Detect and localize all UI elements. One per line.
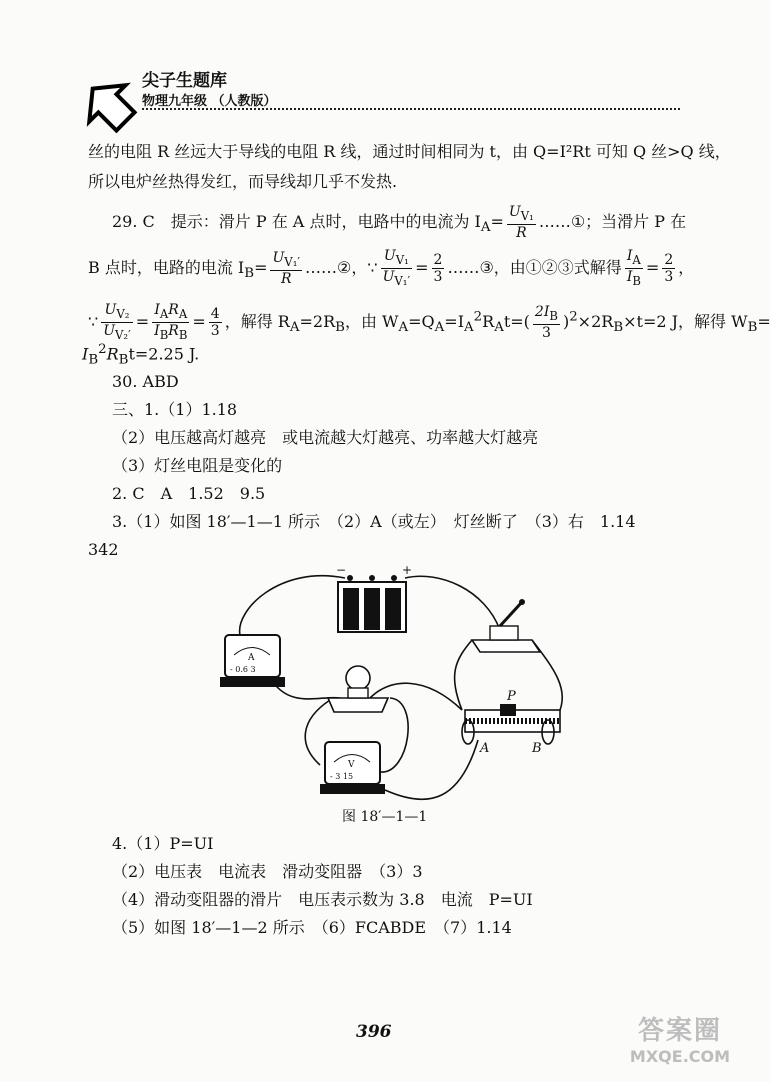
section-3-q1: 三、1.（1）1.18 — [112, 400, 238, 419]
wire — [405, 576, 500, 630]
section-3-q4-part5: （5）如图 18′—1—2 所示 （6）FCABDE （7）1.14 — [112, 918, 512, 937]
book-title: 尖子生题库 — [142, 71, 227, 91]
rheostat-b-label: B — [532, 741, 542, 756]
battery-minus-label: − — [336, 563, 347, 577]
switch-icon — [472, 599, 540, 652]
rheostat-p-label: P — [507, 689, 516, 704]
arrow-logo-icon — [70, 70, 140, 140]
section-3-q4-part2: （2）电压表 电流表 滑动变阻器 （3）3 — [112, 862, 423, 881]
watermark-text-top: 答案圈 — [637, 1016, 722, 1046]
wire — [385, 740, 478, 799]
text-line-3: 29. C 提示：滑片 P 在 A 点时，电路中的电流为 $I_A=$ $\frac{U_{V_1}}{R}$ ……①；当滑片 P 在 — [112, 204, 687, 241]
wire — [380, 698, 408, 772]
section-3-q4-part4: （4）滑动变阻器的滑片 电压表示数为 3.8 电流 P=UI — [112, 890, 533, 909]
answer-30: 30. ABD — [112, 372, 179, 391]
section-3-q3: 3.（1）如图 18′—1—1 所示 （2）A（或左） 灯丝断了 （3）右 1.14 — [112, 512, 636, 531]
voltmeter-label: V — [348, 760, 355, 770]
section-3-q1-part2: （2）电压越高灯越亮 或电流越大灯越亮、功率越大灯越亮 — [112, 428, 539, 447]
battery-icon — [336, 563, 412, 632]
circuit-diagram — [210, 560, 580, 810]
battery-plus-label: + — [402, 563, 413, 577]
text-line-6: $I_B^2R_Bt=2.25$ J. — [82, 342, 200, 368]
figure-caption: 图 18′—1—1 — [342, 809, 428, 825]
text-line-5: ∵ $\frac{U_{V_2}}{U_{V_2'}}$ = $\frac{I_AR_A}{I_BR_B}$ = $\frac{4}{3}$ ，解得 $R_A=2R_B$，由 $W_A=Q_A=I_A^2R_At=$( $\frac{2I_B}{3}$ )$^2\times 2R_B\times t=2$ J，解得 $W_B=$ — [88, 302, 771, 342]
wire — [455, 640, 472, 710]
ammeter-label: A — [248, 653, 255, 663]
section-3-q4: 4.（1）P=UI — [112, 834, 214, 853]
header-divider — [142, 108, 680, 110]
lamp-icon — [328, 666, 388, 712]
watermark-logo — [616, 1010, 744, 1076]
header-logo — [70, 70, 140, 140]
section-3-q1-part3: （3）灯丝电阻是变化的 — [112, 456, 283, 475]
fraction-uv1-over-r: $\frac{U_{V_1}}{R}$ — [508, 204, 534, 241]
ammeter-scale: - 0.6 3 — [230, 665, 256, 674]
page-number: 396 — [356, 1022, 392, 1042]
text-line-4: B 点时，电路的电流 $I_B=$ $\frac{U_{V_1'}}{R}$ ……②，∵ $\frac{U_{V_1}}{U_{V_1'}}$ = $\frac{2}{3}$ ……③，由①②③式解得 $\frac{I_A}{I_B}$ = $\frac{2}{3}$ ， — [88, 248, 695, 288]
voltmeter-icon — [320, 742, 385, 794]
voltmeter-scale: - 3 15 — [330, 772, 354, 781]
text-line-1: 丝的电阻 R 丝远大于导线的电阻 R 线，通过时间相同为 t，由 Q=I²Rt 可知 Q 丝>Q 线， — [88, 142, 731, 161]
text-line-2: 所以电炉丝热得发红，而导线却几乎不发热. — [88, 172, 398, 191]
section-3-q2: 2. C A 1.52 9.5 — [112, 484, 266, 503]
wire — [240, 576, 345, 635]
watermark-text-bottom: MXQE.COM — [629, 1047, 731, 1066]
ammeter-icon — [220, 635, 285, 687]
book-subtitle: 物理九年级 （人教版） — [142, 94, 277, 109]
rheostat-a-label: A — [480, 741, 490, 756]
page-ref-342: 342 — [88, 540, 119, 559]
